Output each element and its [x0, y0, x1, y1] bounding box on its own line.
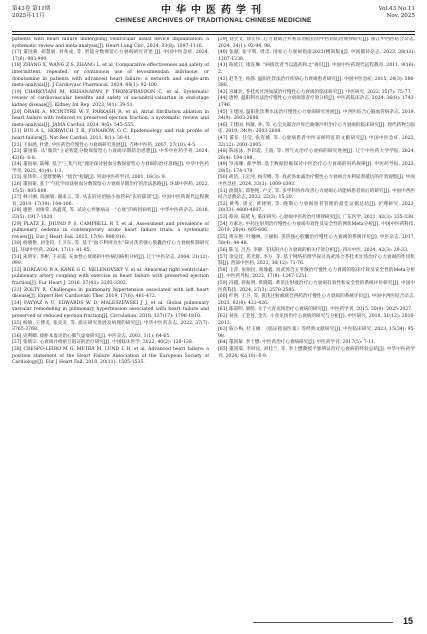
reference-item: [54] 方素达. 中药注射剂治疗慢性心力衰竭有效性及安全性的网状Meta分析[J]. 中国中医药科技, 2019, 26(4): 605-606. [218, 221, 415, 234]
reference-list-right [218, 37, 415, 360]
page-number: 15 [402, 616, 413, 626]
reference-item: patients with heart failure undergoing ventricular assist device implantation: a systematic review and meta-analysis[J]. Heart Lung Circ, 2024, 33(8): 1097-1116. [12, 37, 209, 49]
reference-item: [63] 陈小梅, 杜玉刚. 《临证指南医案》等经典文献研究[J]. 中医临床研究, 2023, 15(34): 95-98. [218, 327, 415, 339]
reference-item: [41] 陈延江, 康连琳. "病痰饮者当以温药和之"再识[J]. 中国中医药现代远程教育, 2011, 9(16): 2. [218, 63, 415, 75]
reference-item: [29] PLATZ E, JHUND P S, CAMPBELL R T, et al. Assessment and prevalence of pulmonary oedema in contemporary acute heart failure trials: a systematic review[J]. Eur J Heart Fail, 2015, 17(9): 906-916. [12, 221, 209, 240]
reference-item: [38] CRESPO-LEIRO M G, METRA M, LUND L H, et al. Advanced heart failure: a position statement of the Heart Failure Association of the European Society of Cardiology[J]. Eur J Heart Fail, 2018, 20(11): 1505-1535. [12, 346, 209, 366]
volume-issue-cn: 第43卷 第11期 [12, 6, 51, 12]
header-center [12, 5, 415, 25]
reference-item: [42] 赵冬生, 孙静. 温阳化饮法治疗疾病心力衰竭患者研究[J]. 中国中医急症, 2015, 24(3): 386-388. [218, 76, 415, 89]
reference-item: [56] 陈飞, 吕杰, 李静. 支扶阳兴心力衰竭的相关疗效分析[J]. 四川中医, 2024, 42(3): 29-33. [218, 248, 409, 253]
reference-item: [20] ORABI A, MCINTYRE W F, PARKASH R, et al. Atrial fibrillation ablation in heart failure with reduced vs preserved ejection fraction: a systematic review and meta-analysis[J]. JAMA Cardiol, 2024, 9(6): 545-555. [12, 109, 209, 128]
reference-item: [49] 罗雨珊, 郝学增. 基于数据挖掘探讨中医治疗心力衰竭的用药规律[J]. 中医药导报, 2023, 29(5): 174-179. [218, 162, 415, 174]
reference-item: [53] 蔡涛, 陆延飞. 临床研究: 心衰竭中医药治疗规律研究[J]. 广东医学, 2021, 42(3): 335-338. [218, 215, 415, 221]
reference-item: [23] 董国菊. 从"微饮"立论智能分数保留型心力衰竭早期防治思想[J]. 中华中医药学刊, 2024, 42(6): 6-8. [12, 149, 209, 161]
reference-item: [17] 董国菊, 胡慧娟, 刘兆成, 等. 智能分数保留心力衰竭研究评述 [J]. 中国中医急症, 2024, 17(6): 983-990. [12, 50, 209, 62]
header-right [379, 6, 415, 20]
reference-item: [55] 黄东艳, 叶穗林, 王丽娟. 芪苈强心胶囊治疗慢性心力衰竭的系统评价[J]. 中医杂志, 2017, 58(4): 44-48. [218, 234, 415, 247]
date-en: Nov. 2025 [386, 13, 415, 19]
reference-item: [62] 刘喜, 王金莲, 金光. 小青龙汤治疗心衰病的研究与分析[J]. 中医研究, 2018, 31(12): 2010-2012. [218, 313, 415, 326]
journal-header [12, 4, 415, 30]
reference-item: [52] 黄秀, 周文, 黄建明, 等. 晚期心力衰竭患者管理的最佳证据总结[J]. 护理研究, 2023, 28(33): 4600-4607. [218, 201, 415, 214]
reference-item: [43] 宫雄北. 苓桂术甘汤加减治疗慢性心力衰竭的临床研究[J]. 中医研究, 2022, 35(7): 75-77. [218, 89, 412, 95]
date-cn: 2025年11月 [12, 13, 45, 19]
reference-column-left [12, 37, 209, 617]
reference-item: [48] 陈泳泳, 李彩霞, 王波, 等. 肾气丸治疗心衰病的研究进展[J]. 辽宁中医药大学学报, 2024, 26(4): 194-198. [218, 149, 415, 161]
reference-item: [21] BUI A L, HORWICH T B, FONAROW G C. Epidemiology and risk profile of heart failure[J]. Nat Rev Cardiol, 2011, 8(1): 30-41. [12, 129, 209, 141]
reference-item: [57] 余克佳, 芪光辉, 李万, 等. 基于网络药理学探讨真武汤合苓桂术甘汤治疗心力衰竭的作用机制[J]. 西部中医药, 2023, 36(12): 71-76. [218, 254, 415, 267]
reference-item: [36] 史利卿. 痰瘀本虚论治心肺气虚衰研究[J]. 中医杂志, 2003, 1(1): 64-65. [12, 333, 171, 339]
reference-item: [22] 王雨涵, 杜建. 中医药治疗慢性心力衰竭研究进展[J]. 吉林中医药, 2007, 27(10): 4-5. [12, 142, 197, 148]
reference-item: [59] 冯越, 蒋振明, 黄晓霞. 黄芪注射液治疗心力衰竭有效性和安全性的系统评价研究[J]. 中国中医药科技, 2024, 27(3): 2578-2585. [218, 280, 415, 293]
reference-item: [18] ZHANG X, WANG Z S, ZHANG L, et al. Comparative effectiveness and safety of intermittent, repeated, or continuous use of levosimendan, milrinone, or dobutamine in patients with advanced heart failure: a network and single-arm meta-analysis[J]. J Cardiovasc Pharmacol, 2024, 84(1): 92-100. [12, 63, 209, 89]
header-rule [12, 31, 415, 35]
reference-item: [37] 张炳宗. 心衰竭并痰瘀互阻证的治疗研究[J]. 中国临床医学, 2022, 40(2): 126-128. [12, 340, 194, 346]
reference-item: [60] 叶明, 王卫, 等. 黄芪注射液联合西药治疗慢性心力衰竭的系统评价[J]. 中国中西医结合杂志, 2023, 62(4): 422-426. [218, 294, 415, 306]
journal-title-cn: 中华中医药学刊 [161, 5, 266, 16]
reference-item: [31] 朱明军, 李彬, 王永霞. 充血性心衰竭的中医病因病机分析[J]. 辽宁中医杂志, 2004, 31(12): 999. [12, 254, 209, 267]
reference-item: [30] 杨晓艳, 刘金钧, 王卫东, 等. 基于"血不利则为水"探讨芪苈强心胶囊治疗心力衰竭机制研究[J]. 环球中医药, 2024, 17(1): 81-85. [12, 241, 209, 253]
reference-item: [46] 王建国, 何敏, 孙, 等. 心宝丸联合沙库巴曲缬沙坦治疗心力衰竭的临床研究[J]. 现代药物与临床, 2019, 34(9): 2603-2608. [218, 122, 415, 135]
volume-issue-en: Vol.43 No.11 [378, 6, 415, 12]
reference-item: [19] CHARKVIANI M, KRISANAPAN P, THONGPRAYOON C, et al. Systematic review of cardiovascular benefits and safety of sacubitril-valsartan in end-stage kidney disease[J]. Kidney Int Rep, 2023, 9(1): 39-51. [12, 89, 209, 108]
reference-item: [35] 杨敏, 王博炎, 张炎炎, 等. 痰证研究进展及病理的研究[J]. 中华中医药杂志, 2022, 37(7): 3765-3768. [12, 320, 209, 333]
reference-item: [28] 谢艳, 刘俊荣, 高鑫雯, 等. 试论心怦脉病证一"心衰"的病因病机[J]. 中华中医药杂志, 2018, 33(5): 1917-1920. [12, 208, 209, 221]
reference-item: [34] FAYYAZ A U, EDWARDS W D, MALESZEWSKI J J, et al. Global pulmonary vascular remodeling in pulmonary hypertension associated with heart failure and preserved or reduced ejection fraction[J]. Circulation, 2018, 137(17): 1796-1810. [12, 300, 209, 319]
reference-column-right [218, 37, 415, 617]
reference-columns [12, 37, 415, 617]
journal-title-en: CHINESE ARCHIVES OF TRADITIONAL CHINESE MEDICINE [115, 17, 312, 24]
reference-item: [45] 王建国. 温阳化饮利水法治疗慢性心力衰竭研究进展[J]. 中西医结合心脑血管病杂志, 2019, 34(9): 2603-2608. [218, 109, 415, 122]
reference-item: [58] 王萍, 张频民, 商瑜鑫. 真武汤合五苓散治疗慢性心力衰竭的临床疗效及安全性的Meta分析[J]. 中医药导报, 2022, 17(8): 1247-1251. [218, 267, 415, 280]
reference-item: [33] ZOLTY R. Challenges in pulmonary hypertension associated with left heart disease[J]. Expert Rev Cardiovasc Ther, 2019, 17(6): 461-472. [12, 287, 209, 300]
reference-item: [44] 唐婷. 温阳利水法治疗慢性心力衰竭患者疗效分析[J]. 中医药临床杂志, 2024, 36(8): 1743-1746. [218, 96, 415, 108]
reference-item: [25] 张炜伟.《金匮要略》"痰饮"析疑[J]. 河南中医药学刊, 2001, 16(3): 9. [12, 175, 167, 181]
reference-item: [65] 董国菊, 李时民, 刘桂兰, 等. 李士懋教授平脉辨证治疗心衰病的经验总结[J]. 中华中医药学刊, 2024, 42(10): 6-9. [218, 346, 415, 359]
reference-item: [50] 胡浩, 王定河, 杨雪峰, 等. 真武汤加减治疗慢性心力衰竭合并利尿剂抵抗的疗效观察[J]. 中国中医急症, 2024, 33(3): 1009-1093. [218, 175, 415, 188]
reference-item: [47] 董菲, 任莹, 张连城, 等. 心衰病患者中医证候特征的文献研究[J]. 中国中医急症, 2023, 32(12): 2001-2005. [218, 135, 415, 148]
reference-item: [27] 林兴刚, 陈丽娟, 谢求云, 等. 从玄府论治脑小血管病"玄府郁闭"[J]. 中国中医药现代远程教育, 2019, 17(19): 104-106. [12, 195, 209, 207]
reference-item: [24] 董国菊, 陆峰. 基于"三焦气化"理论探讨射血分数保留型心力衰竭的治疗思路[J]. 中华中医药学刊, 2023, 41(4): 1-3. [12, 162, 209, 174]
reference-item: [61] 陈道明, 梁萌. 关于大青龙汤治疗心衰病的研究[J]. 中医药学刊, 2015, 30(9): 2025-2027. [218, 307, 413, 313]
reference-list-left [12, 37, 209, 367]
reference-item: [64] 董国菊. 李士懋: 中医药治疗心衰病研究[J]. 中医药学刊, 2017(5): 7-11. [218, 340, 376, 346]
reference-item: [39] 刘全文, 徐正伟. 心力衰竭合并利尿剂抵抗的中医药防治规律研究[J]. 浙江中西医结合杂志, 2024, 34(1): 92-94, 98. [218, 37, 415, 49]
reference-item: [40] 张献, 张宇辉, 周忠. 国家心力衰竭指南2023(精简版)[J]. 中国循环杂志, 2023, 38(12): 1207-1238. [218, 50, 415, 62]
reference-item: [32] BORLAUG B A, KANE G C, MELENOVSKY V, et al. Abnormal right ventricular-pulmonary artery coupling with exercise in heart failure with preserved ejection fraction[J]. Eur Heart J, 2016, 37(43): 3293-3302. [12, 267, 209, 286]
footer-rule [253, 622, 393, 623]
reference-item: [26] 董国菊. 基于"气化学说谈射血分数保留心力衰竭早期治疗的治法思路[J]. 环球中医药, 2022, 15(5): 805-808. [12, 182, 209, 194]
reference-item: [51] 俞润东, 邱艳艳, 卢文, 等. 多学科协作改善心力衰竭心功能病患者预后的研究[J]. 中国中西医结合急救杂志, 2023, 22(3): 15-20. [218, 188, 415, 201]
